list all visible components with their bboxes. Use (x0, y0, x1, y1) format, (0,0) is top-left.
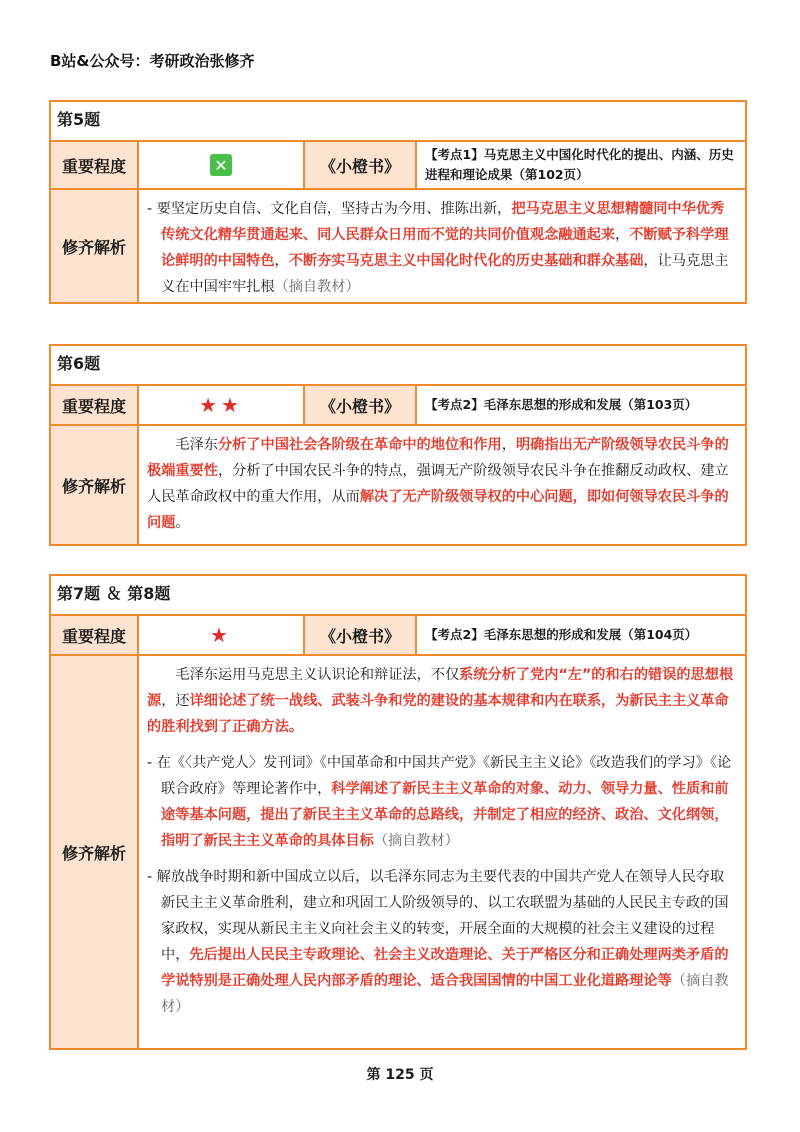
cross-mark-icon: ✕ (210, 154, 232, 176)
page-number: 第 125 页 (366, 1067, 434, 1083)
analysis-label: 修齐解析 (51, 190, 139, 302)
analysis-paragraph (147, 196, 735, 300)
bullet-dash: - (147, 869, 153, 885)
analysis-row (51, 656, 745, 1048)
analysis-row (51, 426, 745, 544)
text-run: 毛泽东 (175, 437, 218, 453)
importance-value (139, 142, 305, 188)
star-rating-icon: ★ (210, 623, 232, 647)
kaodian-text: 【考点1】马克思主义中国化时代化的提出、内涵、历史进程和理论成果（第102页） (425, 147, 734, 182)
text-run: 解放战争时期和新中国成立以后，以毛泽东同志为主要代表的中国共产党人在领导人民夺取新民主主义革命胜利，建立和巩固工人阶级领导的、以工农联盟为基础的人民民主专政的国家政权，实现从新民主主义向社会主义的转变，开展全面的大规模的社会主义建设的过程中， (152, 869, 729, 963)
highlight-run: 把马克思主义思想精髓同中华优秀传统文化精华贯通起来、同人民群众日用而不觉的共同价值观念融通起来 (161, 201, 725, 243)
text-run: 。 (175, 515, 190, 531)
importance-label: 重要程度 (51, 142, 139, 188)
highlight-run: 明确指出无产阶级领导农民斗争的极端重要性 (147, 437, 729, 479)
text-run: 在《〈共产党人〉发刊词》《中国革命和中国共产党》《新民主主义论》《改造我们的学习》《论联合政府》等理论著作中， (152, 755, 732, 797)
text-run: 要坚定历史自信、文化自信，坚持古为今用、推陈出新， (152, 201, 512, 217)
highlight-run: 不断赋予科学理论鲜明的中国特色 (161, 227, 729, 269)
question-title: 第7题 ＆ 第8题 (51, 576, 745, 616)
source-note: （摘自教材） (274, 279, 360, 295)
book-label: 《小橙书》 (305, 616, 417, 654)
question-5-block (49, 100, 747, 304)
importance-row (51, 616, 745, 656)
bullet-dash: - (147, 201, 153, 217)
importance-row (51, 142, 745, 190)
source-note: （摘自教材） (161, 973, 729, 1015)
source-note: （摘自教材） (373, 833, 459, 849)
analysis-paragraph (147, 750, 735, 854)
analysis-paragraph (147, 662, 735, 740)
text-run: ， (274, 253, 289, 269)
header-text: B站&公众号：考研政治张修齐 (50, 52, 255, 70)
spacer (147, 854, 735, 864)
analysis-body (139, 426, 745, 544)
question-title: 第5题 (51, 102, 745, 142)
kaodian-text: 【考点2】毛泽东思想的形成和发展（第104页） (425, 627, 698, 642)
importance-label: 重要程度 (51, 386, 139, 424)
bullet-dash: - (147, 755, 153, 771)
highlight-run: 先后提出人民民主专政理论、社会主义改造理论、关于严格区分和正确处理两类矛盾的学说特别是正确处理人民内部矛盾的理论、适合我国国情的中国工业化道路理论等 (161, 947, 729, 989)
text-run: 毛泽东运用马克思主义认识论和辩证法，不仅 (175, 667, 460, 683)
text-run: ， (501, 437, 516, 453)
highlight-run: 系统分析了党内“左”的和右的错误的思想根源 (147, 667, 734, 709)
analysis-label: 修齐解析 (51, 656, 139, 1048)
star-rating-icon: ★★ (199, 393, 243, 417)
question-7-8-block (49, 574, 747, 1050)
kaodian-text: 【考点2】毛泽东思想的形成和发展（第103页） (425, 397, 698, 412)
analysis-paragraph (147, 864, 735, 1020)
analysis-paragraph (147, 432, 735, 536)
book-label: 《小橙书》 (305, 142, 417, 188)
question-6-block (49, 344, 747, 546)
importance-value (139, 386, 305, 424)
text-run: ， (615, 227, 630, 243)
analysis-label: 修齐解析 (51, 426, 139, 544)
highlight-run: 分析了中国社会各阶级在革命中的地位和作用 (217, 437, 502, 453)
highlight-run: 科学阐述了新民主主义革命的对象、动力、领导力量、性质和前途等基本问题，提出了新民主主义革命的总路线，并制定了相应的经济、政治、文化纲领，指明了新民主主义革命的具体目标 (161, 781, 729, 849)
text-run: ，让马克思主义在中国牢牢扎根 (161, 253, 729, 295)
importance-label: 重要程度 (51, 616, 139, 654)
question-title: 第6题 (51, 346, 745, 386)
highlight-run: 详细论述了统一战线、武装斗争和党的建设的基本规律和内在联系，为新民主主义革命的胜利找到了正确方法。 (147, 693, 729, 735)
text-run: ，还 (161, 693, 190, 709)
book-label: 《小橙书》 (305, 386, 417, 424)
importance-row (51, 386, 745, 426)
spacer (147, 740, 735, 750)
analysis-row (51, 190, 745, 302)
text-run: ，分析了中国农民斗争的特点，强调无产阶级领导农民斗争在推翻反动政权、建立人民革命政权中的重大作用，从而 (147, 463, 729, 505)
highlight-run: 解决了无产阶级领导权的中心问题，即如何领导农民斗争的问题 (147, 489, 729, 531)
highlight-run: 不断夯实马克思主义中国化时代化的历史基础和群众基础 (288, 253, 644, 269)
analysis-body (139, 190, 745, 302)
importance-value (139, 616, 305, 654)
analysis-body (139, 656, 745, 1048)
